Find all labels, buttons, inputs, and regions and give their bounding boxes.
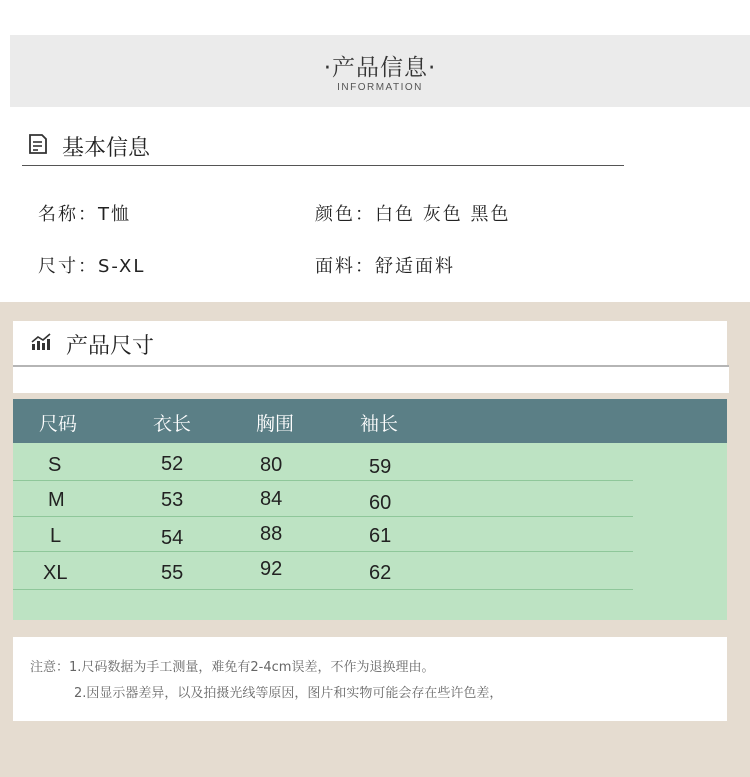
note-line-2: 2.因显示器差异，以及拍摄光线等原因，图片和实物可能会存在些许色差， (74, 686, 503, 701)
header-sleeve: 袖长 (360, 413, 399, 435)
table-cell: 55 (161, 562, 184, 584)
banner-subtitle: INFORMATION (337, 82, 423, 93)
basic-info-title: 基本信息 (62, 135, 151, 161)
table-cell: 52 (161, 453, 184, 475)
header-length: 衣长 (153, 413, 192, 435)
table-cell: 61 (369, 525, 392, 547)
row-divider (13, 589, 633, 590)
notes-box (13, 637, 727, 721)
row-divider (13, 516, 633, 517)
table-cell: 80 (260, 454, 283, 476)
product-color: 颜色：白色 灰色 黑色 (315, 204, 511, 225)
size-table-body (13, 443, 727, 620)
table-cell: 62 (369, 562, 392, 584)
product-size: 尺寸：S-XL (38, 256, 146, 277)
document-icon (28, 133, 48, 159)
basic-info-divider (22, 165, 624, 166)
product-name: 名称：T恤 (38, 204, 131, 225)
chart-icon (30, 333, 52, 355)
header-size: 尺码 (39, 413, 78, 435)
size-section-spacer (13, 367, 729, 393)
table-cell: 60 (369, 492, 392, 514)
size-section-header (30, 328, 154, 360)
table-cell: 59 (369, 456, 392, 478)
table-cell: 88 (260, 523, 283, 545)
header-chest: 胸围 (256, 413, 295, 435)
table-cell: S (48, 454, 62, 476)
table-cell: 54 (161, 527, 184, 549)
table-cell: 53 (161, 489, 184, 511)
banner-title: ·产品信息· (323, 55, 437, 81)
table-cell: L (50, 525, 62, 547)
info-banner (10, 35, 750, 107)
row-divider (13, 551, 633, 552)
table-cell: XL (43, 562, 68, 584)
size-table-header (13, 399, 727, 443)
size-section-title: 产品尺寸 (66, 333, 155, 359)
note-line-1: 注意：1.尺码数据为手工测量，难免有2-4cm误差，不作为退换理由。 (30, 660, 435, 675)
table-cell: M (48, 489, 65, 511)
basic-info-header (28, 130, 150, 162)
table-cell: 84 (260, 488, 283, 510)
row-divider (13, 480, 633, 481)
table-cell: 92 (260, 558, 283, 580)
product-fabric: 面料：舒适面料 (315, 256, 455, 277)
